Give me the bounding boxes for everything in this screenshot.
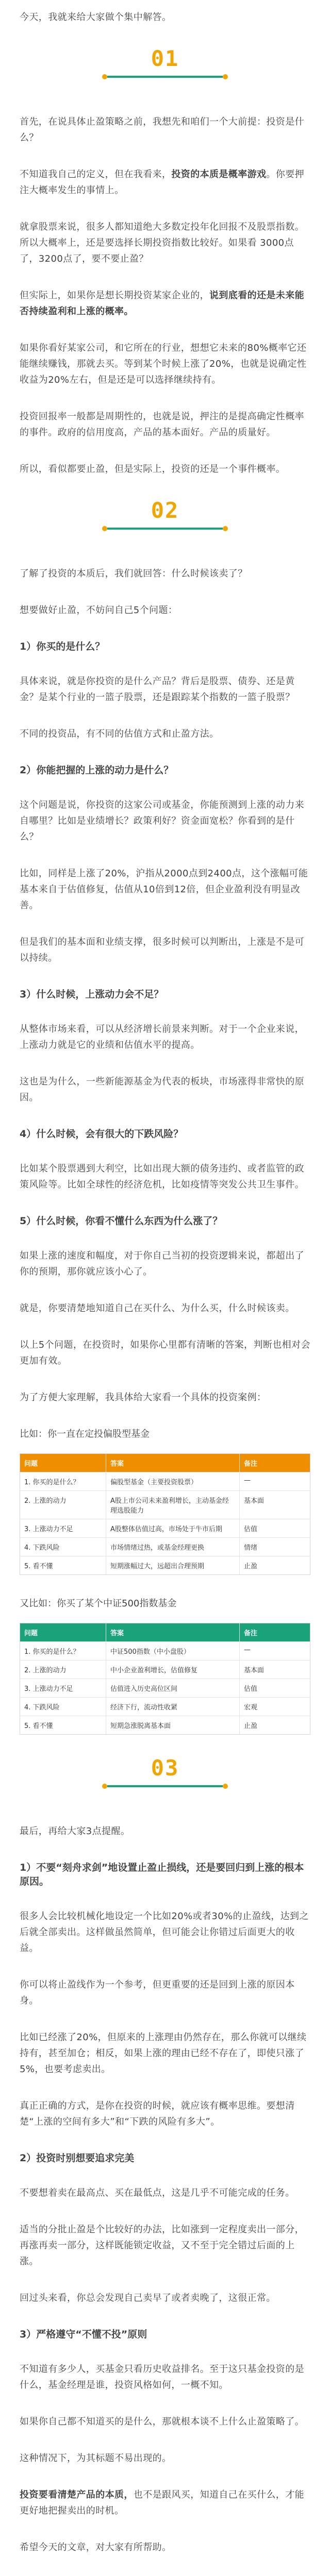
table-cell: 5. 看不懂 — [20, 1716, 106, 1734]
info-table — [20, 1453, 310, 1575]
table-cell: 基本面 — [244, 1667, 265, 1674]
section-number: 01 — [151, 46, 179, 71]
paragraph: 想要做好止盈，不妨问自己5个问题： — [20, 605, 178, 616]
table-cell: 3. 上涨动力不足 — [20, 1679, 106, 1697]
paragraph: 就是，你要清楚地知道自己在买什么、为什么买，什么时候该卖。 — [20, 1303, 295, 1314]
table-row — [20, 1697, 310, 1716]
section-marker-03 — [20, 1755, 310, 1792]
paragraph: 你可以将止盈线作为一个参考，但更重要的还是回到上涨的原因本身。 — [20, 1979, 295, 2006]
paragraph: 很多人会比较机械化地设定一个比如20%或者30%的止盈线，达到之后就全部卖出。这样做虽然简单，但可能会让你错过后面更大的收益。 — [20, 1911, 309, 1954]
tip-heading: 3）严格遵守“不懂不投”原则 — [20, 2329, 147, 2340]
table-cell: 估值进入历史高位区间 — [106, 1679, 240, 1697]
table-header-cell: 备注 — [244, 1630, 258, 1637]
question-heading: 2）你能把握的上涨的动力是什么？ — [20, 765, 174, 776]
paragraph: 不知道我自己的定义，但在我看来，投资的本质是概率游戏。你要押注大概率发生的事情上。 — [20, 169, 305, 196]
table-header-row — [20, 1454, 310, 1472]
marker-dot-right — [223, 74, 228, 79]
paragraph: 为了方便大家理解，我具体给大家看一个具体的投资案例： — [20, 1392, 267, 1403]
table-cell: 止盈 — [244, 1563, 258, 1570]
table-row — [20, 1641, 310, 1660]
paragraph: 就拿股票来说，很多人都知道绝大多数定投年化回报不及股票指数。所以大概率上，还是要选择长期投资指数比较好。如果看 3000点了，3200点了，要不要止盈？ — [20, 222, 304, 264]
table-cell: 偏股型基金（主要投资股票） — [106, 1472, 240, 1490]
table-row — [20, 1660, 310, 1679]
paragraph: 真正正确的方式，是你在投资的时候，就应该有概率思维。要想清楚“上涨的空间有多大”和“下跌的风险有多大”。 — [20, 2100, 295, 2127]
paragraph: 如果你自己都不知道买的是什么，那就根本谈不上什么止盈策略了。 — [20, 2416, 304, 2427]
paragraph: 比如已经涨了20%，但原来的上涨理由仍然存在，那么你就可以继续持有，甚至加仓；相反，如果上涨的理由已经不存在了，即使只涨了5%，也要考虑卖出。 — [20, 2032, 307, 2075]
paragraph: 最后，再给大家3点提醒。 — [20, 1826, 130, 1837]
paragraph: 具体来说，就是你投资的是什么产品？背后是股票、债券、还是黄金？是某个行业的一篮子股票，还是跟踪某个指数的一篮子股票？ — [20, 676, 295, 703]
section-marker-02 — [20, 498, 310, 535]
question-heading: 4）什么时候，会有很大的下跌风险？ — [20, 1128, 184, 1140]
table-cell: 4. 下跌风险 — [20, 1698, 106, 1716]
table-cell: 5. 看不懂 — [20, 1556, 106, 1574]
paragraph: 但是我们的基本面和业绩支撑，很多时候可以判断出，上涨是不是可以持续。 — [20, 937, 304, 963]
marker-line — [107, 528, 223, 530]
paragraph: 所以，看似都要止盈，但是实际上，投资的还是一个事件概率。 — [20, 464, 286, 474]
table-cell: 4. 下跌风险 — [20, 1538, 106, 1556]
table-cell: 3. 上涨动力不足 — [20, 1519, 106, 1537]
paragraph: 适当的分批止盈是个比较好的办法，比如涨到一定程度卖出一部分，再涨再卖一部分，这样既能锁定收益，又不至于完全错过后面的上涨。 — [20, 2224, 304, 2267]
question-heading: 5）什么时候，你看不懂什么东西为什么涨了？ — [20, 1215, 223, 1227]
info-table — [20, 1623, 310, 1735]
section-number: 02 — [151, 498, 179, 523]
question-heading: 3）什么时候，上涨动力会不足？ — [20, 989, 164, 1000]
paragraph: 希望今天的文章，对大家有所帮助。 — [20, 2542, 172, 2553]
table-caption: 又比如：你买了某个中证500指数基金 — [20, 1598, 177, 1609]
paragraph: 但实际上，如果你是想长期投资某家企业的，说到底看的还是未来能否持续盈利和上涨的概率。 — [20, 290, 304, 317]
paragraph: 不要想着卖在最高点、买在最低点，这是几乎不可能完成的任务。 — [20, 2188, 295, 2198]
table-cell: 市场情绪过热，或基金经理更换 — [106, 1538, 240, 1556]
intro-paragraph: 今天，我就来给大家做个集中解答。 — [20, 12, 172, 23]
paragraph: 如果上涨的速度和幅度，对于你自己当初的投资逻辑来说，都超出了你的预期，那你就应该小心了。 — [20, 1250, 304, 1277]
marker-line — [107, 76, 223, 78]
table-cell: 基本面 — [244, 1497, 265, 1505]
table-cell: 估值 — [244, 1526, 258, 1533]
paragraph: 这个问题是说，你投资的这家公司或基金，你能预测到上涨的动力来自哪里？比如是业绩增长？政策利好？资金面宽松？你看到的是什么？ — [20, 800, 304, 842]
paragraph: 比如某个股票遇到大利空，比如出现大额的债务违约、或者监管的政策风险等。比如全球性的经济危机，比如疫情等突发公共卫生事件。 — [20, 1163, 304, 1190]
table-row — [20, 1472, 310, 1490]
table-row — [20, 1716, 310, 1734]
paragraph: 这也是为什么，一些新能源基金为代表的板块，市场涨得非常快的原因。 — [20, 1076, 304, 1103]
table-header-cell: 问题 — [20, 1454, 106, 1472]
table-cell: 中证500指数（中小盘股） — [106, 1642, 240, 1660]
paragraph: 比如，同样是上涨了20%，沪指从2000点到2400点，这个涨幅可能基本来自于估值修复，估值从10倍到12倍，但企业盈利没有明显改善。 — [20, 868, 308, 911]
table-row — [20, 1679, 310, 1697]
table-cell: 情绪 — [244, 1544, 258, 1552]
paragraph: 投资要看清楚产品的本质，也不是跟风买，知道自己在买什么，才能更好地把握卖出的时机。 — [20, 2489, 305, 2516]
table-row — [20, 1519, 310, 1537]
marker-dot-right — [223, 1784, 228, 1789]
table-header-row — [20, 1623, 310, 1641]
paragraph: 从整体市场来看，可以从经济增长前景来判断。对于一个企业来说，上涨动力就是它的业绩和估值水平的提高。 — [20, 1024, 304, 1050]
paragraph: 这种情况下，为其标题不易出现的。 — [20, 2453, 172, 2464]
table-header-cell: 备注 — [244, 1460, 258, 1468]
table-cell: 2. 上涨的动力 — [20, 1660, 106, 1679]
tip-heading: 1）不要“刻舟求剑”地设置止盈止损线，还是要回归到上涨的根本原因。 — [20, 1862, 304, 1887]
table-cell: 止盈 — [244, 1722, 258, 1730]
table-cell: A股整体估值过高，市场处于牛市后期 — [106, 1519, 240, 1537]
table-cell: 2. 上涨的动力 — [20, 1491, 106, 1519]
section-marker-01 — [20, 46, 310, 83]
paragraph: 了解了投资的本质后，我们就回答：什么时候该卖了？ — [20, 568, 248, 579]
question-heading: 1）你买的是什么？ — [20, 641, 105, 652]
table-header-cell: 答案 — [106, 1454, 240, 1472]
table-cell: — — [244, 1477, 251, 1484]
paragraph: 回过头来看，你总会发现自己卖早了或者卖晚了，这很正常。 — [20, 2293, 276, 2303]
paragraph: 不知道有多少人，买基金只看历史收益排名。至于这只基金投资的是什么，基金经理是谁，投资风格如何，一概不知。 — [20, 2364, 304, 2391]
table-cell: 1. 你买的是什么？ — [20, 1642, 106, 1660]
tip-heading: 2）投资时别想要追求完美 — [20, 2153, 135, 2164]
table-cell: 短期涨幅过大，远超出合理预期 — [106, 1556, 240, 1574]
table-row — [20, 1556, 310, 1574]
paragraph: 不同的投资品，有不同的估值方式和止盈方法。 — [20, 728, 219, 739]
table-cell: 短期急涨脱离基本面 — [106, 1716, 240, 1734]
table-cell: 宏观 — [244, 1704, 258, 1711]
marker-line — [107, 1785, 223, 1787]
table-cell: — — [244, 1646, 251, 1654]
table-cell: 经济下行，流动性收紧 — [106, 1698, 240, 1716]
article-content — [20, 9, 310, 2576]
table-cell: 1. 你买的是什么？ — [20, 1472, 106, 1490]
marker-dot-right — [223, 526, 228, 531]
section-number: 03 — [151, 1755, 179, 1781]
paragraph: 首先，在说具体止盈策略之前，我想先和咱们一个大前提：投资是什么？ — [20, 116, 304, 143]
paragraph: 投资回报率一般都是周期性的，也就是说，押注的是提高确定性概率的事件。政府的信用度高，产品的基本面好。产品的质量好。 — [20, 411, 304, 438]
marker-dot-left — [102, 74, 107, 79]
table-header-cell: 问题 — [20, 1623, 106, 1641]
marker-dot-left — [102, 526, 107, 531]
paragraph: 以上5个问题，在投资时，如果你心里都有清晰的答案，判断也相对会更加有效。 — [20, 1340, 310, 1366]
table-row — [20, 1490, 310, 1519]
table-cell: 中小企业盈利增长，估值修复 — [106, 1660, 240, 1679]
table-header-cell: 答案 — [106, 1623, 240, 1641]
table-row — [20, 1537, 310, 1556]
table-caption: 比如：你一直在定投偏股型基金 — [20, 1429, 150, 1439]
table-cell: A股上市公司未来盈利增长，主动基金经理选股能力 — [106, 1491, 240, 1519]
table-cell: 估值 — [244, 1685, 258, 1693]
marker-dot-left — [102, 1784, 107, 1789]
paragraph: 如果你看好某家公司，和它所在的行业，想想它未来的80%概率它还能继续赚钱，那就去买。等到某个时候上涨了20%，也就是说确定性收益为20%左右，但是还是可以选择继续持有。 — [20, 343, 307, 385]
